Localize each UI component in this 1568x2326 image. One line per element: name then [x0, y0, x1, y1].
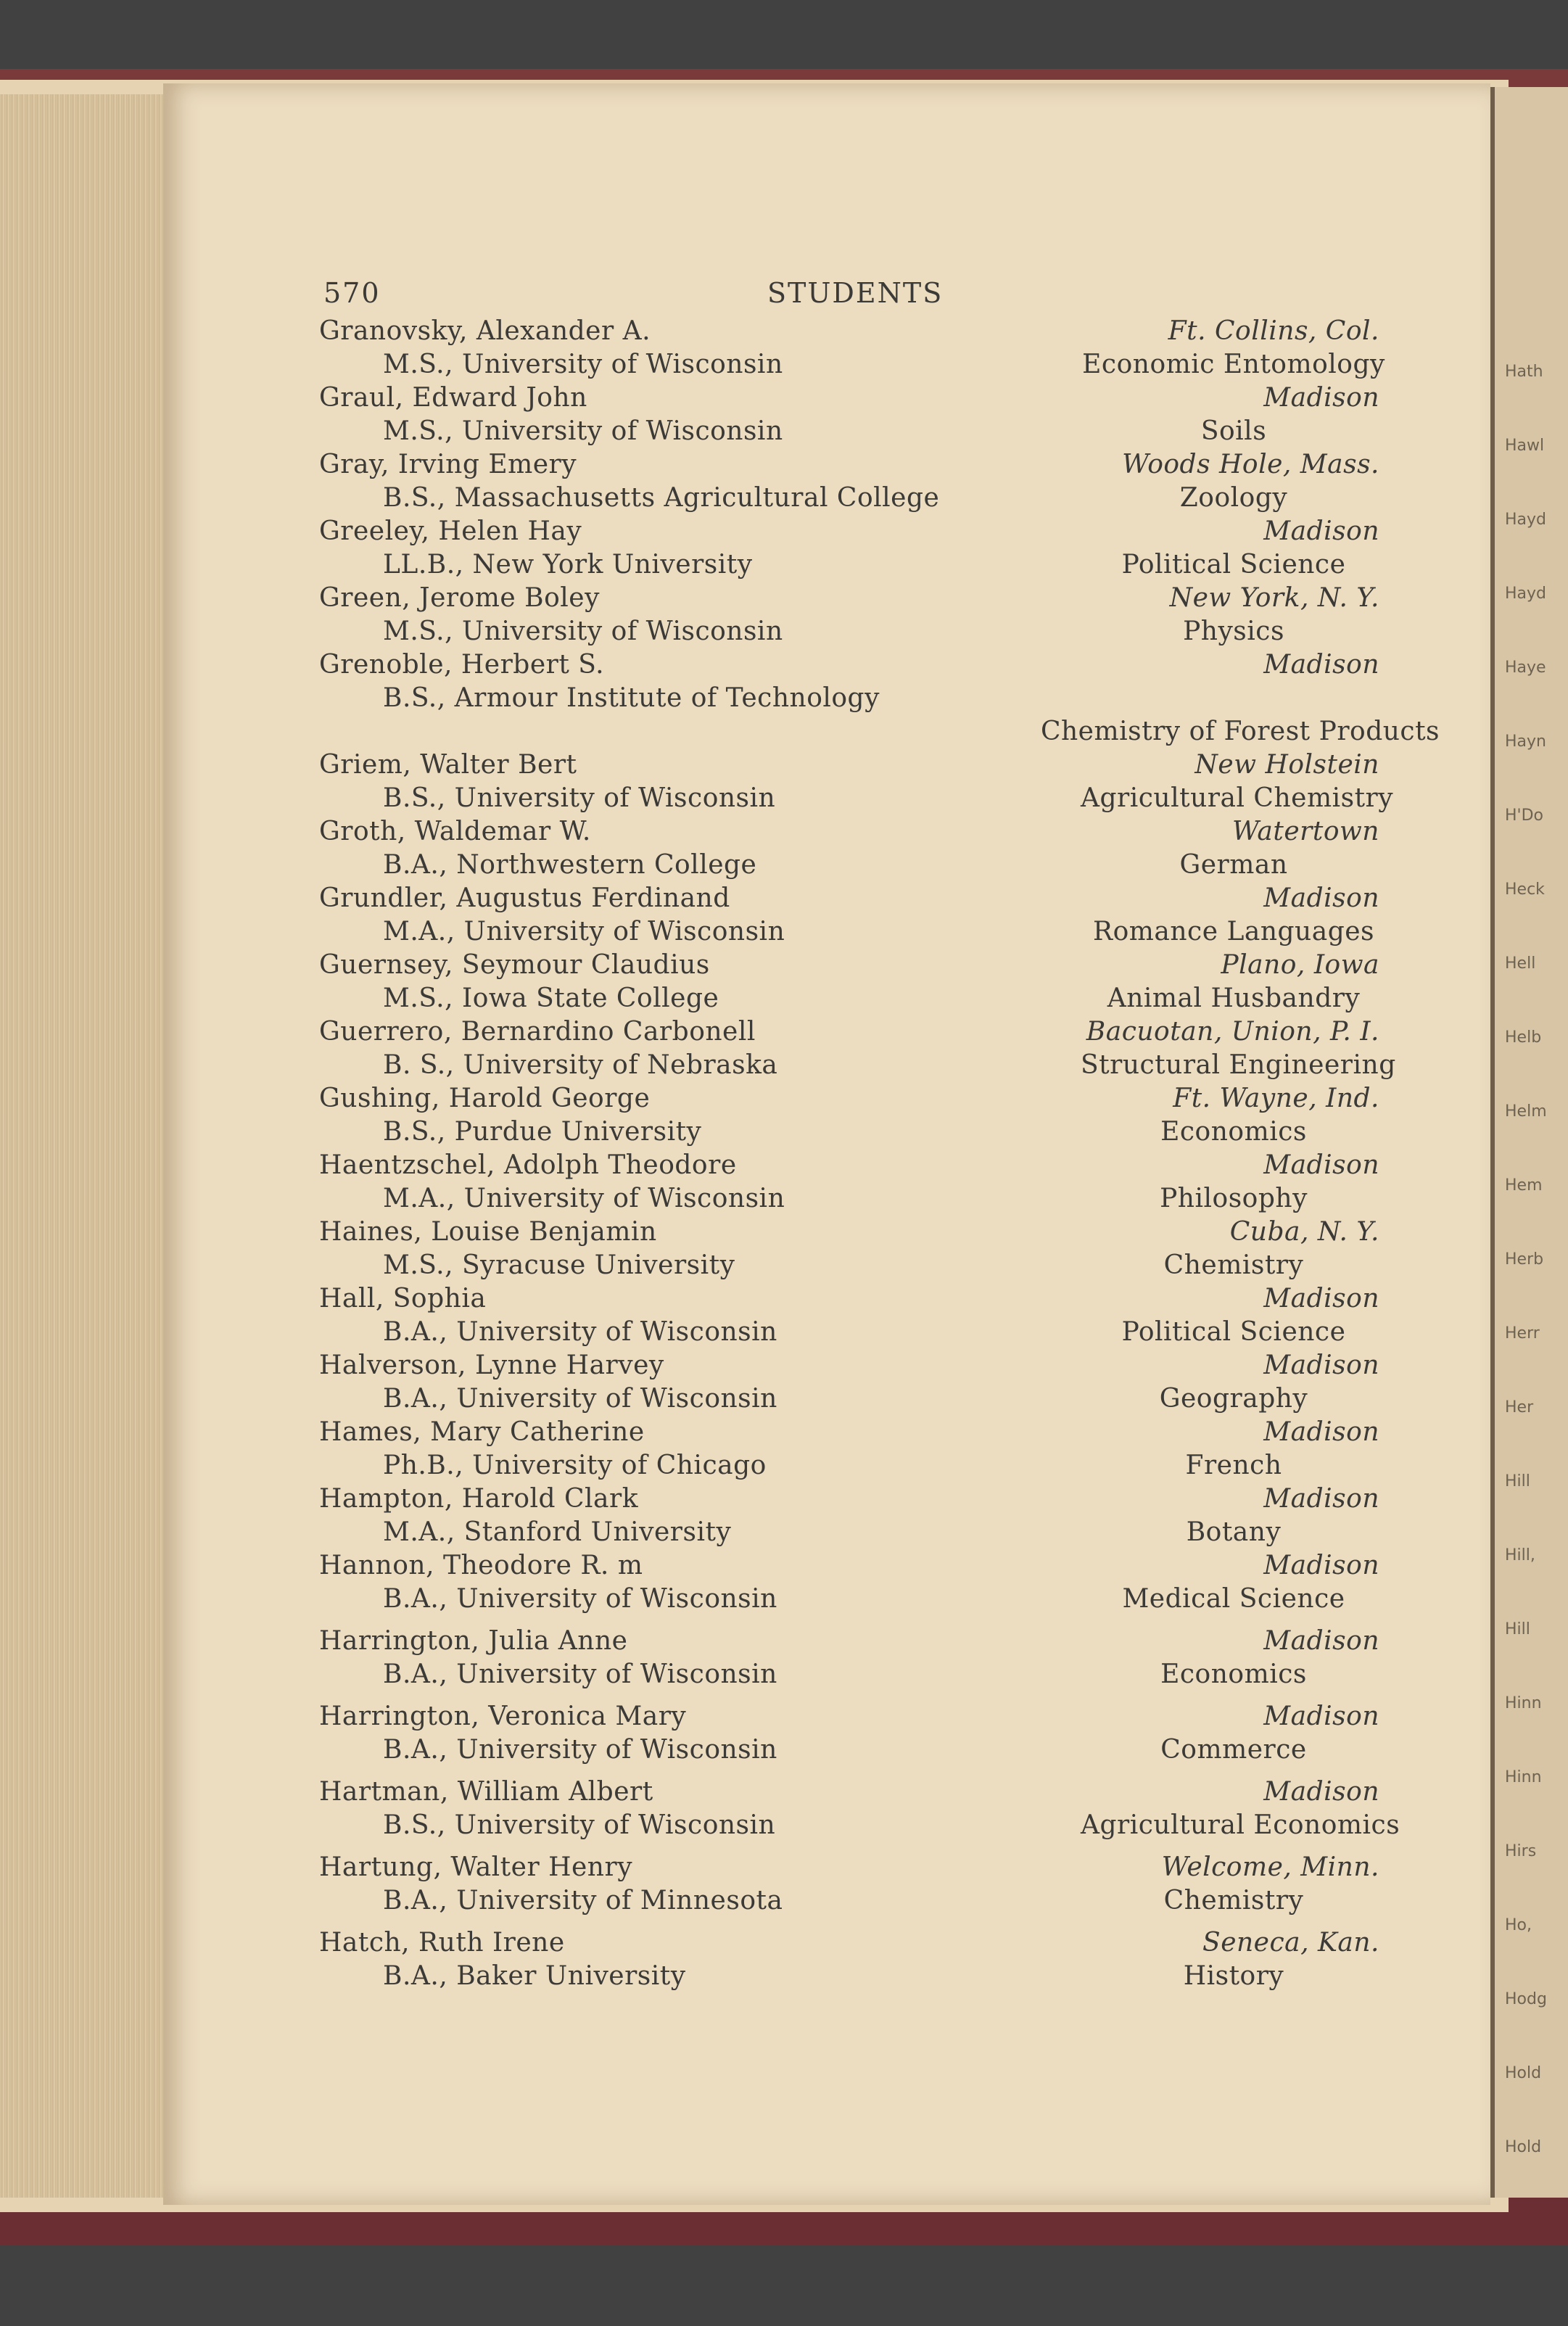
student-entry	[319, 1282, 1379, 1349]
adjacent-page-fragment: Hell	[1505, 954, 1536, 973]
student-name: Hall, Sophia	[319, 1284, 487, 1313]
student-name: Groth, Waldemar W.	[319, 817, 591, 846]
student-entry	[319, 1776, 1400, 1842]
student-name: Hartman, William Albert	[319, 1777, 653, 1807]
student-location: Seneca, Kan.	[1202, 1928, 1379, 1958]
student-name: Griem, Walter Bert	[319, 750, 577, 780]
student-name: Grenoble, Herbert S.	[319, 650, 605, 680]
entry-name-line	[319, 1549, 1379, 1583]
student-degree: Ph.B., University of Chicago	[383, 1451, 767, 1480]
student-location: Welcome, Minn.	[1161, 1852, 1379, 1882]
adjacent-page-fragment: Hem	[1505, 1176, 1543, 1195]
student-field: Zoology	[1179, 483, 1288, 513]
student-name: Hartung, Walter Henry	[319, 1852, 633, 1882]
entry-degree-line	[319, 1516, 1379, 1549]
student-degree: M.A., Stanford University	[383, 1517, 732, 1547]
student-name: Grundler, Augustus Ferdinand	[319, 883, 730, 913]
student-location: Madison	[1263, 1777, 1379, 1807]
page-header	[319, 268, 1379, 315]
student-field: Animal Husbandry	[1107, 983, 1361, 1013]
student-location: Watertown	[1232, 817, 1379, 846]
student-field: Political Science	[1121, 550, 1346, 580]
student-entry	[319, 1149, 1379, 1216]
student-field: Chemistry of Forest Products	[1040, 717, 1440, 746]
student-entry	[319, 1216, 1379, 1282]
student-location: Madison	[1263, 1551, 1379, 1580]
entry-name-line	[319, 1851, 1379, 1884]
student-degree: B. S., University of Nebraska	[383, 1050, 778, 1080]
entry-degree-line	[319, 548, 1379, 582]
student-name: Guerrero, Bernardino Carbonell	[319, 1017, 756, 1047]
student-degree: M.A., University of Wisconsin	[383, 917, 785, 947]
student-field: Philosophy	[1160, 1184, 1308, 1213]
student-degree: B.A., University of Wisconsin	[383, 1584, 777, 1614]
adjacent-page-fragment: H'Do	[1505, 807, 1543, 825]
entry-name-line	[319, 315, 1379, 348]
adjacent-page-fragment: Her	[1505, 1398, 1534, 1416]
adjacent-page-fragment: Hill	[1505, 1620, 1530, 1638]
entry-name-line	[319, 1349, 1379, 1382]
student-location: Madison	[1263, 883, 1379, 913]
adjacent-page-fragment: Hayd	[1505, 511, 1547, 529]
adjacent-page-fragment: Hill	[1505, 1472, 1530, 1490]
student-location: Plano, Iowa	[1221, 950, 1379, 980]
entry-degree-line	[319, 1382, 1379, 1416]
student-degree: M.S., Iowa State College	[383, 983, 719, 1013]
adjacent-page-fragment: Hill,	[1505, 1546, 1535, 1564]
entry-name-line	[319, 1149, 1379, 1182]
student-field: Political Science	[1121, 1317, 1346, 1347]
student-entry	[319, 515, 1379, 582]
student-location: Madison	[1263, 1702, 1379, 1731]
student-location: New York, N. Y.	[1169, 583, 1379, 613]
student-name: Granovsky, Alexander A.	[319, 316, 651, 346]
entry-gap	[319, 1691, 1379, 1700]
entry-degree-line	[319, 1583, 1379, 1616]
entry-name-line	[319, 1926, 1379, 1960]
student-field: Economics	[1160, 1117, 1307, 1147]
entry-name-line	[319, 648, 1379, 682]
entry-name-line	[319, 1015, 1379, 1049]
student-degree: LL.B., New York University	[383, 550, 753, 580]
student-entry	[319, 1482, 1379, 1549]
student-entry	[319, 1700, 1379, 1767]
adjacent-page-fragment: Hayn	[1505, 733, 1546, 751]
entry-name-line	[319, 882, 1379, 915]
student-name: Greeley, Helen Hay	[319, 516, 582, 546]
student-entry	[319, 315, 1385, 382]
student-degree: M.A., University of Wisconsin	[383, 1184, 785, 1213]
student-degree: M.S., University of Wisconsin	[383, 616, 783, 646]
student-field: Medical Science	[1122, 1584, 1345, 1614]
student-field: Agricultural Chemistry	[1081, 783, 1394, 813]
student-location: Woods Hole, Mass.	[1122, 450, 1379, 479]
student-location: Madison	[1263, 1484, 1379, 1514]
student-entry	[319, 1625, 1379, 1691]
student-entry	[319, 1416, 1379, 1482]
student-location: Madison	[1263, 1284, 1379, 1313]
entry-degree-line	[319, 1809, 1400, 1842]
student-entry	[319, 1082, 1379, 1149]
student-field: Structural Engineering	[1081, 1050, 1396, 1080]
entry-gap	[319, 1842, 1379, 1851]
student-entry	[319, 1549, 1379, 1616]
student-location: Ft. Wayne, Ind.	[1173, 1084, 1379, 1113]
student-field: French	[1185, 1451, 1282, 1480]
adjacent-page-fragment: Herb	[1505, 1250, 1544, 1269]
entry-degree-line	[319, 415, 1379, 448]
entry-gap	[319, 1918, 1379, 1926]
student-field: Geography	[1159, 1384, 1308, 1414]
entry-name-line	[319, 582, 1379, 615]
student-location: Madison	[1263, 383, 1379, 413]
entry-degree-line	[319, 782, 1394, 815]
student-name: Hampton, Harold Clark	[319, 1484, 639, 1514]
student-field: Soils	[1200, 416, 1267, 446]
student-entry	[319, 949, 1379, 1015]
entry-name-line	[319, 515, 1379, 548]
running-head: STUDENTS	[767, 277, 944, 309]
student-degree: B.A., University of Wisconsin	[383, 1317, 777, 1347]
entry-name-line	[319, 382, 1379, 415]
student-name: Haentzschel, Adolph Theodore	[319, 1150, 737, 1180]
entry-name-line	[319, 1416, 1379, 1449]
student-entry	[319, 648, 1440, 748]
entry-degree-line	[319, 849, 1379, 882]
adjacent-page	[1490, 87, 1568, 2198]
entry-name-line	[319, 949, 1379, 982]
entry-degree-line	[319, 1960, 1379, 1993]
student-location: Madison	[1263, 516, 1379, 546]
adjacent-page-fragment: Hath	[1505, 363, 1543, 381]
student-name: Harrington, Julia Anne	[319, 1626, 628, 1656]
student-entry	[319, 582, 1379, 648]
student-degree: B.A., University of Wisconsin	[383, 1735, 777, 1765]
adjacent-page-fragment: Heck	[1505, 881, 1545, 899]
student-name: Green, Jerome Boley	[319, 583, 600, 613]
student-degree: M.S., University of Wisconsin	[383, 416, 783, 446]
entry-name-line	[319, 1482, 1379, 1516]
student-field: Botany	[1186, 1517, 1282, 1547]
student-entry	[319, 382, 1379, 448]
student-name: Haines, Louise Benjamin	[319, 1217, 657, 1247]
adjacent-page-fragment: Helm	[1505, 1102, 1547, 1121]
student-entry	[319, 448, 1379, 515]
entry-name-line	[319, 1282, 1379, 1316]
student-entry	[319, 748, 1394, 815]
student-degree: B.S., Armour Institute of Technology	[383, 683, 880, 713]
student-degree: B.A., Northwestern College	[383, 850, 757, 880]
student-entry	[319, 1015, 1396, 1082]
entry-degree-line	[319, 1249, 1379, 1282]
entry-degree-line	[319, 1049, 1396, 1082]
student-degree: B.S., University of Wisconsin	[383, 783, 776, 813]
student-location: Madison	[1263, 1150, 1379, 1180]
entry-gap	[319, 1767, 1379, 1776]
entry-gap	[319, 1616, 1379, 1625]
entry-name-line	[319, 1776, 1379, 1809]
student-name: Harrington, Veronica Mary	[319, 1702, 687, 1731]
student-entry	[319, 815, 1379, 882]
student-name: Hatch, Ruth Irene	[319, 1928, 565, 1958]
student-entry	[319, 1349, 1379, 1416]
adjacent-page-fragment: Hodg	[1505, 1990, 1547, 2008]
student-location: Bacuotan, Union, P. I.	[1086, 1017, 1379, 1047]
page-content	[319, 268, 1440, 2002]
student-degree: B.A., University of Wisconsin	[383, 1659, 777, 1689]
adjacent-page-fragment: Hayd	[1505, 585, 1547, 603]
entry-name-line	[319, 1216, 1379, 1249]
student-field: Economic Entomology	[1082, 350, 1385, 379]
student-name: Gushing, Harold George	[319, 1084, 651, 1113]
student-field: Agricultural Economics	[1081, 1810, 1400, 1840]
entry-name-line	[319, 815, 1379, 849]
adjacent-page-fragment: Hold	[1505, 2138, 1542, 2156]
entry-degree-line	[319, 1115, 1379, 1149]
student-degree: B.A., University of Wisconsin	[383, 1384, 777, 1414]
adjacent-page-fragment: Haye	[1505, 659, 1546, 677]
student-list	[319, 315, 1440, 2002]
entry-name-line	[319, 1625, 1379, 1658]
student-name: Hames, Mary Catherine	[319, 1417, 645, 1447]
student-degree: B.S., Massachusetts Agricultural College	[383, 483, 940, 513]
student-location: Madison	[1263, 650, 1379, 680]
student-degree: M.S., University of Wisconsin	[383, 350, 783, 379]
student-location: Ft. Collins, Col.	[1168, 316, 1379, 346]
student-location: Madison	[1263, 1350, 1379, 1380]
student-location: New Holstein	[1194, 750, 1379, 780]
entry-degree-line	[319, 482, 1379, 515]
student-field: Commerce	[1160, 1735, 1307, 1765]
entry-degree-line	[319, 915, 1379, 949]
entry-field-line	[319, 715, 1440, 748]
entry-degree-line	[319, 682, 1379, 715]
entry-degree-line	[319, 615, 1379, 648]
student-name: Halverson, Lynne Harvey	[319, 1350, 664, 1380]
adjacent-page-fragment: Ho,	[1505, 1916, 1532, 1934]
student-degree: B.S., University of Wisconsin	[383, 1810, 776, 1840]
student-field: German	[1179, 850, 1288, 880]
entry-name-line	[319, 748, 1379, 782]
adjacent-page-fragment: Helb	[1505, 1028, 1542, 1047]
entry-degree-line	[319, 1658, 1379, 1691]
entry-name-line	[319, 1082, 1379, 1115]
student-field: Economics	[1160, 1659, 1307, 1689]
entry-degree-line	[319, 1316, 1379, 1349]
student-name: Graul, Edward John	[319, 383, 587, 413]
adjacent-page-fragment: Hinn	[1505, 1768, 1542, 1786]
entry-gap	[319, 1993, 1379, 2002]
page-edges	[0, 94, 178, 2198]
student-location: Cuba, N. Y.	[1229, 1217, 1379, 1247]
student-entry	[319, 1851, 1379, 1918]
adjacent-page-fragment: Herr	[1505, 1324, 1540, 1343]
entry-name-line	[319, 448, 1379, 482]
student-entry	[319, 882, 1379, 949]
student-degree: B.S., Purdue University	[383, 1117, 702, 1147]
adjacent-page-fragment: Hold	[1505, 2064, 1542, 2082]
student-location: Madison	[1263, 1626, 1379, 1656]
entry-degree-line	[319, 348, 1385, 382]
adjacent-page-fragment: Hinn	[1505, 1694, 1542, 1712]
student-field: Chemistry	[1163, 1250, 1304, 1280]
student-entry	[319, 1926, 1379, 1993]
student-degree: B.A., Baker University	[383, 1961, 686, 1991]
adjacent-page-fragment: Hirs	[1505, 1842, 1537, 1860]
student-degree: M.S., Syracuse University	[383, 1250, 735, 1280]
student-degree: B.A., University of Minnesota	[383, 1886, 783, 1915]
entry-degree-line	[319, 982, 1379, 1015]
page-number: 570	[323, 277, 381, 309]
student-name: Gray, Irving Emery	[319, 450, 577, 479]
student-field: Physics	[1183, 616, 1284, 646]
student-name: Guernsey, Seymour Claudius	[319, 950, 710, 980]
entry-name-line	[319, 1700, 1379, 1733]
entry-degree-line	[319, 1449, 1379, 1482]
entry-degree-line	[319, 1182, 1379, 1216]
entry-degree-line	[319, 1733, 1379, 1767]
student-field: Chemistry	[1163, 1886, 1304, 1915]
entry-degree-line	[319, 1884, 1379, 1918]
student-field: History	[1183, 1961, 1284, 1991]
student-location: Madison	[1263, 1417, 1379, 1447]
adjacent-page-fragment: Hawl	[1505, 437, 1545, 455]
student-name: Hannon, Theodore R. m	[319, 1551, 643, 1580]
student-field: Romance Languages	[1092, 917, 1375, 947]
